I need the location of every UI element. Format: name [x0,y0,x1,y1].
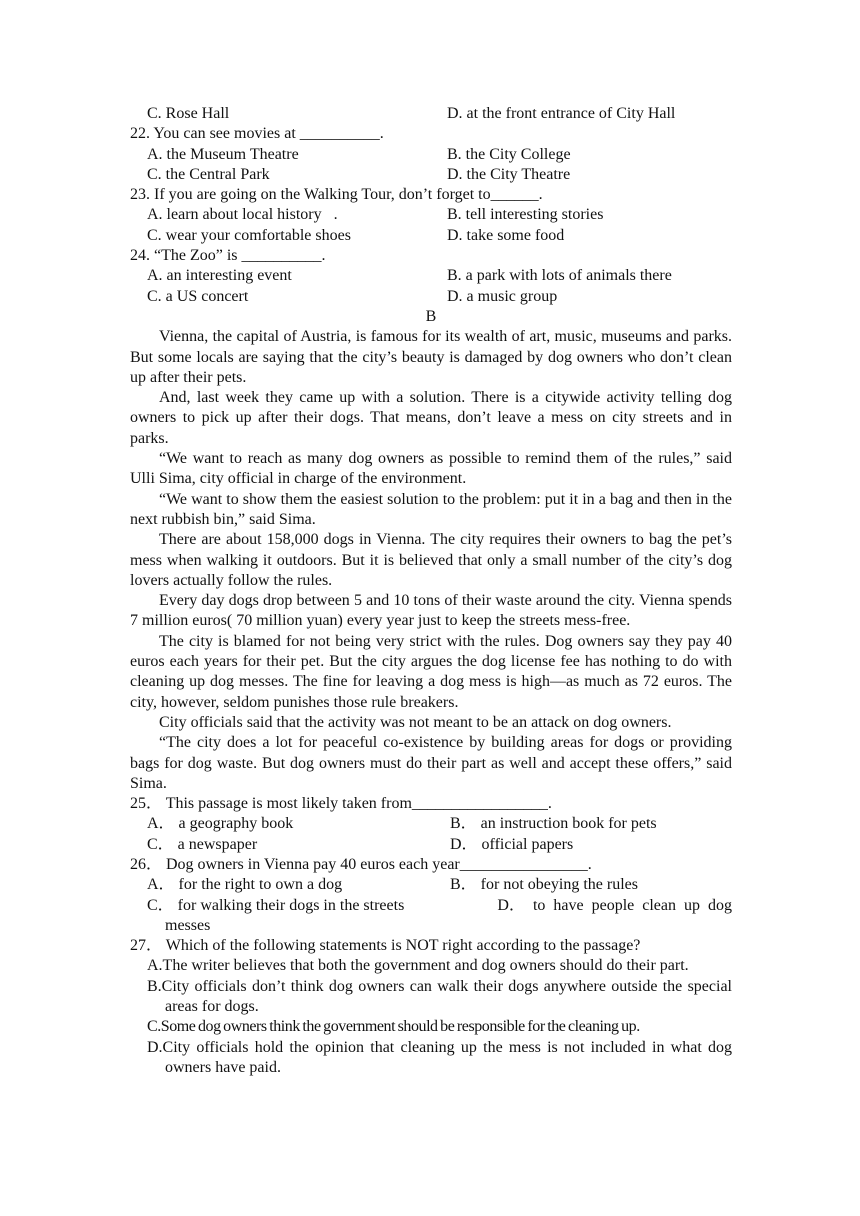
option-a: A． a geography book [147,815,294,833]
option-a: A. the Museum Theatre [147,145,299,163]
option-c: C. Rose Hall [147,105,230,122]
option-b: B. the City College [447,145,571,163]
question-22-options-ab [130,145,732,165]
question-21-options-cd [130,104,732,124]
passage-paragraph: “We want to show them the easiest solution to the problem: put it in a bag and then in the next rubbish bin,” said Sima. [130,490,732,528]
option-d: D. take some food [447,226,565,244]
option-a: A． for the right to own a dog [147,876,343,894]
option-d-continuation: messes [165,916,211,934]
passage-paragraph: There are about 158,000 dogs in Vienna. The city requires their owners to bag the pet’s mess when walking it outdoors. But it is believed that only a small number of the city’s dog lovers actually follow the rules. [130,531,732,589]
option-d: D. at the front entrance of City Hall [447,105,676,122]
question-25-stem: 25． This passage is most likely taken from_________________. [130,795,552,813]
question-26-options-cd [130,896,732,916]
passage-paragraph: Every day dogs drop between 5 and 10 tons of their waste around the city. Vienna spends 7 million euros( 70 million yuan) every year just to keep the streets mess-free. [130,592,732,630]
option-d: D． to have people clean up dog [497,896,732,914]
option-b: B． for not obeying the rules [450,876,638,894]
option-c: C. wear your comfortable shoes [147,226,351,244]
option-b: B. a park with lots of animals there [447,267,672,285]
option-a: A.The writer believes that both the government and dog owners should do their part. [147,957,689,975]
passage-paragraph: And, last week they came up with a solution. There is a citywide activity telling dog owners to pick up after their dogs. That means, don’t leave a mess on city streets and in parks. [130,389,732,447]
question-23-options-cd [130,226,732,246]
option-c: C. a US concert [147,287,249,305]
question-24-options-ab [130,266,732,286]
passage-paragraph: Vienna, the capital of Austria, is famous for its wealth of art, music, museums and parks. But some locals are saying that the city’s beauty is damaged by dog owners who don’t clean up after their pets. [130,328,732,386]
question-25-options-ab [130,814,732,834]
question-25-options-cd [130,835,732,855]
passage-paragraph: The city is blamed for not being very strict with the rules. Dog owners say they pay 40 euros each years for their pet. But the city argues the dog license fee has nothing to do with cleaning up dog messes. The fine for leaving a dog mess is high—as much as 72 euros. The city, however, seldom punishes those rule breakers. [130,632,732,711]
passage-paragraph: “We want to reach as many dog owners as possible to remind them of the rules,” said Ulli Sima, city official in charge of the environment. [130,450,732,488]
question-24-options-cd [130,287,732,307]
option-a: A. an interesting event [147,267,292,285]
passage-paragraph: City officials said that the activity was not meant to be an attack on dog owners. [159,713,672,731]
question-24-stem: 24. “The Zoo” is __________. [130,247,326,265]
option-b: B. tell interesting stories [447,206,604,224]
question-27-stem: 27． Which of the following statements is NOT right according to the passage? [130,937,641,955]
passage-paragraph: “The city does a lot for peaceful co-existence by building areas for dogs or providing bags for dog waste. But dog owners must do their part as well and accept these offers,” said Sima. [130,734,732,792]
option-d: D. a music group [447,287,558,305]
question-23-stem: 23. If you are going on the Walking Tour, don’t forget to______. [130,186,543,204]
exam-content [130,104,732,1078]
option-c: C. the Central Park [147,165,270,183]
section-label: B [425,307,437,325]
option-d: D． official papers [450,835,574,853]
option-d: D. the City Theatre [447,165,571,183]
question-22-options-cd [130,165,732,185]
option-c: C.Some dog owners think the government should be responsible for the cleaning up. [147,1018,640,1036]
option-c: C． a newspaper [147,835,258,853]
question-26-stem: 26． Dog owners in Vienna pay 40 euros each year________________. [130,855,592,873]
option-a: A. learn about local history . [147,206,338,224]
question-23-options-ab [130,205,732,225]
option-d: D.City officials hold the opinion that cleaning up the mess is not included in what dog owners have paid. [147,1038,732,1076]
question-26-options-ab [130,875,732,895]
option-c: C． for walking their dogs in the streets [147,896,405,914]
option-b: B． an instruction book for pets [450,815,657,833]
option-b: B.City officials don’t think dog owners can walk their dogs anywhere outside the special areas for dogs. [147,977,732,1016]
question-22-stem: 22. You can see movies at __________. [130,125,384,143]
